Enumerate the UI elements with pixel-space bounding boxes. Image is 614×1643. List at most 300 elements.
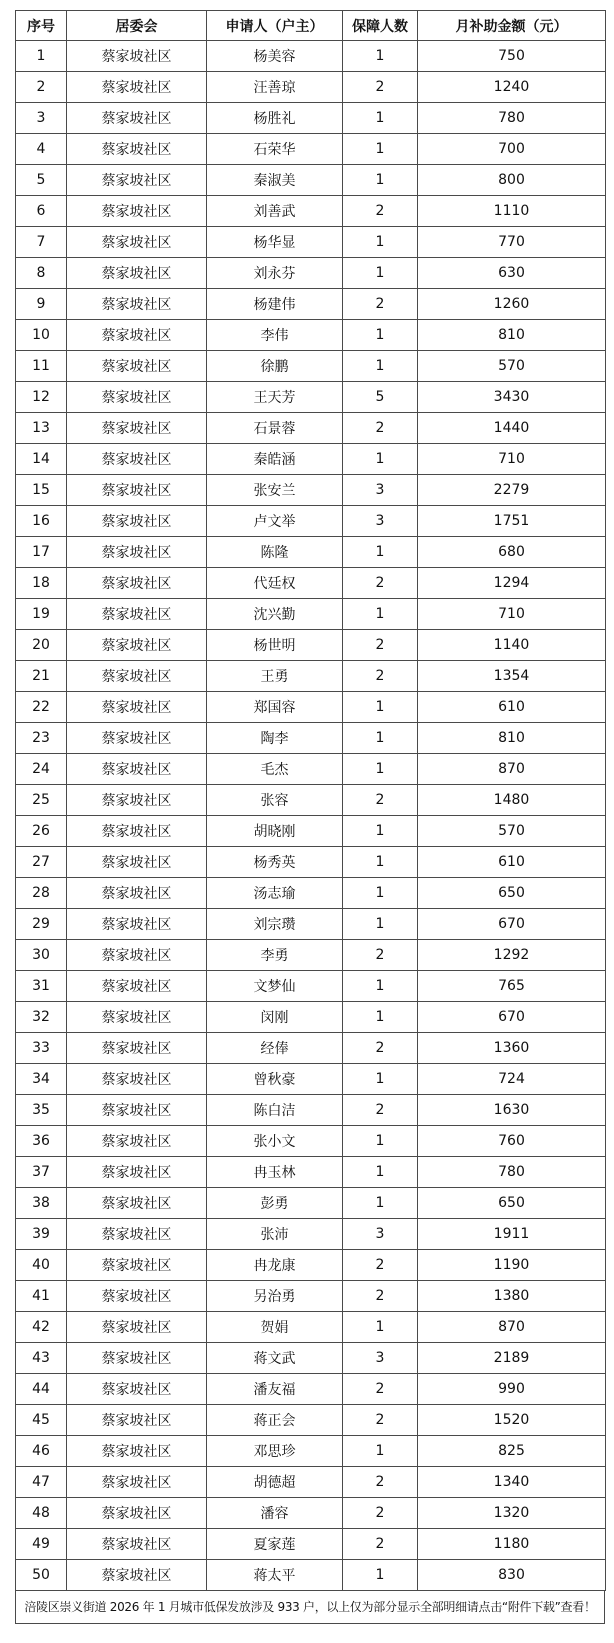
cell-committee: 蔡家坡社区 [67,1126,207,1157]
cell-applicant: 另治勇 [207,1281,343,1312]
cell-applicant: 贺娟 [207,1312,343,1343]
table-row [16,971,606,1002]
table-row [16,258,606,289]
cell-serial-number: 8 [16,258,67,289]
table-row [16,785,606,816]
cell-monthly-subsidy: 2279 [418,475,606,506]
cell-covered-persons: 2 [343,630,418,661]
cell-applicant: 陶李 [207,723,343,754]
table-row [16,661,606,692]
cell-applicant: 刘宗瓒 [207,909,343,940]
cell-monthly-subsidy: 1294 [418,568,606,599]
cell-monthly-subsidy: 825 [418,1436,606,1467]
cell-serial-number: 7 [16,227,67,258]
cell-covered-persons: 1 [343,444,418,475]
cell-committee: 蔡家坡社区 [67,1467,207,1498]
cell-applicant: 张安兰 [207,475,343,506]
table-row [16,506,606,537]
table-row [16,1436,606,1467]
cell-applicant: 蒋正会 [207,1405,343,1436]
cell-applicant: 潘容 [207,1498,343,1529]
cell-monthly-subsidy: 680 [418,537,606,568]
cell-covered-persons: 1 [343,599,418,630]
cell-serial-number: 23 [16,723,67,754]
table-row [16,72,606,103]
cell-committee: 蔡家坡社区 [67,1002,207,1033]
table-row [16,351,606,382]
cell-covered-persons: 1 [343,971,418,1002]
cell-applicant: 杨建伟 [207,289,343,320]
cell-committee: 蔡家坡社区 [67,909,207,940]
cell-monthly-subsidy: 610 [418,847,606,878]
cell-serial-number: 32 [16,1002,67,1033]
cell-monthly-subsidy: 810 [418,320,606,351]
cell-covered-persons: 2 [343,1467,418,1498]
cell-applicant: 经俸 [207,1033,343,1064]
cell-serial-number: 21 [16,661,67,692]
cell-monthly-subsidy: 1480 [418,785,606,816]
cell-committee: 蔡家坡社区 [67,1095,207,1126]
cell-committee: 蔡家坡社区 [67,41,207,72]
cell-applicant: 杨华显 [207,227,343,258]
cell-covered-persons: 2 [343,1498,418,1529]
header-monthly-subsidy: 月补助金额（元） [418,11,606,41]
table-row [16,165,606,196]
cell-serial-number: 10 [16,320,67,351]
cell-serial-number: 26 [16,816,67,847]
table-row [16,1405,606,1436]
cell-monthly-subsidy: 770 [418,227,606,258]
table-row [16,1095,606,1126]
cell-serial-number: 38 [16,1188,67,1219]
cell-covered-persons: 2 [343,1374,418,1405]
table-row [16,1250,606,1281]
cell-committee: 蔡家坡社区 [67,444,207,475]
cell-monthly-subsidy: 990 [418,1374,606,1405]
cell-serial-number: 29 [16,909,67,940]
cell-committee: 蔡家坡社区 [67,754,207,785]
cell-committee: 蔡家坡社区 [67,1374,207,1405]
cell-covered-persons: 1 [343,320,418,351]
cell-applicant: 潘友福 [207,1374,343,1405]
cell-committee: 蔡家坡社区 [67,413,207,444]
cell-covered-persons: 2 [343,413,418,444]
cell-covered-persons: 1 [343,847,418,878]
table-row [16,1157,606,1188]
cell-applicant: 代廷权 [207,568,343,599]
cell-serial-number: 28 [16,878,67,909]
table-row [16,1126,606,1157]
cell-monthly-subsidy: 710 [418,599,606,630]
cell-monthly-subsidy: 1240 [418,72,606,103]
table-row [16,103,606,134]
cell-committee: 蔡家坡社区 [67,1033,207,1064]
cell-serial-number: 41 [16,1281,67,1312]
table-row [16,413,606,444]
cell-applicant: 文梦仙 [207,971,343,1002]
cell-monthly-subsidy: 1440 [418,413,606,444]
cell-covered-persons: 3 [343,506,418,537]
table-body [16,41,606,1591]
cell-committee: 蔡家坡社区 [67,196,207,227]
cell-applicant: 杨胜礼 [207,103,343,134]
cell-covered-persons: 1 [343,723,418,754]
cell-committee: 蔡家坡社区 [67,1281,207,1312]
cell-covered-persons: 1 [343,537,418,568]
cell-covered-persons: 1 [343,351,418,382]
cell-committee: 蔡家坡社区 [67,134,207,165]
cell-applicant: 彭勇 [207,1188,343,1219]
cell-monthly-subsidy: 650 [418,878,606,909]
cell-committee: 蔡家坡社区 [67,816,207,847]
cell-committee: 蔡家坡社区 [67,1436,207,1467]
cell-committee: 蔡家坡社区 [67,599,207,630]
header-applicant: 申请人（户主） [207,11,343,41]
cell-applicant: 毛杰 [207,754,343,785]
table-row [16,630,606,661]
cell-monthly-subsidy: 810 [418,723,606,754]
table-row [16,1529,606,1560]
cell-covered-persons: 1 [343,1188,418,1219]
cell-covered-persons: 1 [343,1436,418,1467]
cell-monthly-subsidy: 1140 [418,630,606,661]
cell-serial-number: 11 [16,351,67,382]
table-row [16,382,606,413]
cell-applicant: 曾秋豪 [207,1064,343,1095]
table-row [16,196,606,227]
cell-monthly-subsidy: 670 [418,1002,606,1033]
cell-committee: 蔡家坡社区 [67,103,207,134]
cell-covered-persons: 2 [343,1250,418,1281]
cell-serial-number: 30 [16,940,67,971]
subsidy-table [15,10,606,1591]
cell-monthly-subsidy: 1320 [418,1498,606,1529]
cell-committee: 蔡家坡社区 [67,878,207,909]
cell-monthly-subsidy: 710 [418,444,606,475]
cell-applicant: 李勇 [207,940,343,971]
cell-monthly-subsidy: 724 [418,1064,606,1095]
cell-committee: 蔡家坡社区 [67,1188,207,1219]
cell-monthly-subsidy: 780 [418,1157,606,1188]
cell-committee: 蔡家坡社区 [67,1312,207,1343]
cell-committee: 蔡家坡社区 [67,661,207,692]
cell-committee: 蔡家坡社区 [67,785,207,816]
cell-committee: 蔡家坡社区 [67,630,207,661]
table-row [16,568,606,599]
cell-covered-persons: 2 [343,1033,418,1064]
cell-serial-number: 9 [16,289,67,320]
cell-serial-number: 31 [16,971,67,1002]
cell-covered-persons: 2 [343,289,418,320]
cell-covered-persons: 1 [343,1126,418,1157]
cell-monthly-subsidy: 570 [418,816,606,847]
cell-serial-number: 14 [16,444,67,475]
cell-committee: 蔡家坡社区 [67,289,207,320]
cell-covered-persons: 1 [343,1312,418,1343]
cell-serial-number: 47 [16,1467,67,1498]
cell-serial-number: 13 [16,413,67,444]
cell-applicant: 邓思珍 [207,1436,343,1467]
cell-serial-number: 2 [16,72,67,103]
cell-monthly-subsidy: 1292 [418,940,606,971]
cell-applicant: 蒋文武 [207,1343,343,1374]
cell-applicant: 陈隆 [207,537,343,568]
cell-serial-number: 44 [16,1374,67,1405]
cell-monthly-subsidy: 570 [418,351,606,382]
cell-covered-persons: 1 [343,909,418,940]
cell-applicant: 沈兴勤 [207,599,343,630]
cell-monthly-subsidy: 630 [418,258,606,289]
cell-covered-persons: 1 [343,1064,418,1095]
cell-applicant: 石荣华 [207,134,343,165]
cell-applicant: 陈白洁 [207,1095,343,1126]
table-row [16,940,606,971]
cell-monthly-subsidy: 1380 [418,1281,606,1312]
cell-covered-persons: 1 [343,692,418,723]
cell-monthly-subsidy: 2189 [418,1343,606,1374]
cell-applicant: 刘善武 [207,196,343,227]
cell-monthly-subsidy: 700 [418,134,606,165]
cell-committee: 蔡家坡社区 [67,165,207,196]
cell-applicant: 冉玉林 [207,1157,343,1188]
cell-covered-persons: 2 [343,1405,418,1436]
cell-serial-number: 45 [16,1405,67,1436]
table-row [16,289,606,320]
table-row [16,1498,606,1529]
cell-covered-persons: 1 [343,1002,418,1033]
cell-committee: 蔡家坡社区 [67,382,207,413]
cell-applicant: 汪善琼 [207,72,343,103]
document-sheet [15,10,605,1624]
cell-committee: 蔡家坡社区 [67,72,207,103]
cell-monthly-subsidy: 800 [418,165,606,196]
cell-serial-number: 42 [16,1312,67,1343]
table-row [16,41,606,72]
cell-applicant: 秦皓涵 [207,444,343,475]
table-row [16,1467,606,1498]
cell-monthly-subsidy: 1911 [418,1219,606,1250]
cell-committee: 蔡家坡社区 [67,227,207,258]
table-row [16,909,606,940]
cell-covered-persons: 1 [343,754,418,785]
cell-serial-number: 19 [16,599,67,630]
cell-serial-number: 27 [16,847,67,878]
cell-covered-persons: 1 [343,878,418,909]
table-row [16,537,606,568]
cell-covered-persons: 2 [343,661,418,692]
cell-covered-persons: 2 [343,196,418,227]
table-row [16,1374,606,1405]
cell-monthly-subsidy: 1751 [418,506,606,537]
header-covered-persons: 保障人数 [343,11,418,41]
cell-committee: 蔡家坡社区 [67,1064,207,1095]
cell-covered-persons: 2 [343,568,418,599]
cell-serial-number: 37 [16,1157,67,1188]
table-row [16,1343,606,1374]
table-row [16,227,606,258]
table-row [16,475,606,506]
cell-serial-number: 25 [16,785,67,816]
cell-applicant: 杨美容 [207,41,343,72]
cell-covered-persons: 5 [343,382,418,413]
cell-committee: 蔡家坡社区 [67,320,207,351]
table-row [16,134,606,165]
cell-committee: 蔡家坡社区 [67,692,207,723]
cell-serial-number: 3 [16,103,67,134]
table-row [16,847,606,878]
footer-note: 涪陵区崇义街道 2026 年 1 月城市低保发放涉及 933 户，以上仅为部分显示全部明细请点击“附件下载”查看！ [15,1591,605,1624]
cell-monthly-subsidy: 3430 [418,382,606,413]
cell-serial-number: 34 [16,1064,67,1095]
cell-committee: 蔡家坡社区 [67,940,207,971]
table-header-row [16,11,606,41]
cell-monthly-subsidy: 1180 [418,1529,606,1560]
cell-committee: 蔡家坡社区 [67,506,207,537]
cell-serial-number: 17 [16,537,67,568]
cell-covered-persons: 1 [343,1560,418,1591]
cell-serial-number: 24 [16,754,67,785]
cell-committee: 蔡家坡社区 [67,475,207,506]
table-row [16,692,606,723]
cell-serial-number: 39 [16,1219,67,1250]
cell-monthly-subsidy: 1360 [418,1033,606,1064]
cell-applicant: 郑国容 [207,692,343,723]
cell-applicant: 杨秀英 [207,847,343,878]
cell-applicant: 石景蓉 [207,413,343,444]
cell-serial-number: 18 [16,568,67,599]
cell-covered-persons: 1 [343,165,418,196]
table-row [16,1560,606,1591]
cell-committee: 蔡家坡社区 [67,1219,207,1250]
cell-committee: 蔡家坡社区 [67,1529,207,1560]
cell-committee: 蔡家坡社区 [67,847,207,878]
cell-covered-persons: 2 [343,1529,418,1560]
cell-committee: 蔡家坡社区 [67,568,207,599]
cell-covered-persons: 1 [343,258,418,289]
cell-covered-persons: 2 [343,940,418,971]
cell-monthly-subsidy: 870 [418,1312,606,1343]
cell-monthly-subsidy: 765 [418,971,606,1002]
cell-covered-persons: 2 [343,72,418,103]
cell-covered-persons: 1 [343,1157,418,1188]
table-row [16,1033,606,1064]
cell-serial-number: 33 [16,1033,67,1064]
cell-applicant: 杨世明 [207,630,343,661]
cell-applicant: 张沛 [207,1219,343,1250]
table-row [16,599,606,630]
cell-serial-number: 12 [16,382,67,413]
cell-committee: 蔡家坡社区 [67,971,207,1002]
cell-monthly-subsidy: 610 [418,692,606,723]
cell-serial-number: 40 [16,1250,67,1281]
cell-committee: 蔡家坡社区 [67,723,207,754]
table-row [16,1312,606,1343]
cell-covered-persons: 1 [343,816,418,847]
cell-serial-number: 4 [16,134,67,165]
cell-applicant: 徐鹏 [207,351,343,382]
cell-serial-number: 49 [16,1529,67,1560]
cell-covered-persons: 1 [343,103,418,134]
cell-covered-persons: 1 [343,41,418,72]
cell-monthly-subsidy: 1520 [418,1405,606,1436]
cell-serial-number: 50 [16,1560,67,1591]
cell-applicant: 汤志瑜 [207,878,343,909]
cell-covered-persons: 3 [343,1219,418,1250]
cell-committee: 蔡家坡社区 [67,1250,207,1281]
cell-covered-persons: 1 [343,227,418,258]
cell-monthly-subsidy: 1340 [418,1467,606,1498]
table-row [16,1002,606,1033]
cell-monthly-subsidy: 1110 [418,196,606,227]
cell-monthly-subsidy: 1190 [418,1250,606,1281]
cell-applicant: 卢文举 [207,506,343,537]
cell-covered-persons: 2 [343,785,418,816]
cell-serial-number: 16 [16,506,67,537]
cell-serial-number: 1 [16,41,67,72]
cell-covered-persons: 2 [343,1281,418,1312]
cell-serial-number: 6 [16,196,67,227]
cell-applicant: 冉龙康 [207,1250,343,1281]
table-row [16,723,606,754]
cell-serial-number: 43 [16,1343,67,1374]
cell-monthly-subsidy: 780 [418,103,606,134]
cell-monthly-subsidy: 750 [418,41,606,72]
cell-committee: 蔡家坡社区 [67,351,207,382]
cell-covered-persons: 3 [343,475,418,506]
cell-serial-number: 5 [16,165,67,196]
cell-serial-number: 22 [16,692,67,723]
table-row [16,754,606,785]
table-row [16,444,606,475]
table-row [16,1219,606,1250]
cell-serial-number: 46 [16,1436,67,1467]
cell-applicant: 闵刚 [207,1002,343,1033]
cell-committee: 蔡家坡社区 [67,1343,207,1374]
cell-applicant: 胡德超 [207,1467,343,1498]
cell-serial-number: 15 [16,475,67,506]
cell-covered-persons: 3 [343,1343,418,1374]
cell-applicant: 夏家莲 [207,1529,343,1560]
cell-applicant: 秦淑美 [207,165,343,196]
cell-applicant: 王天芳 [207,382,343,413]
table-row [16,878,606,909]
cell-monthly-subsidy: 870 [418,754,606,785]
cell-applicant: 张容 [207,785,343,816]
cell-serial-number: 35 [16,1095,67,1126]
cell-committee: 蔡家坡社区 [67,1498,207,1529]
table-row [16,1281,606,1312]
table-row [16,1188,606,1219]
cell-monthly-subsidy: 830 [418,1560,606,1591]
cell-monthly-subsidy: 1630 [418,1095,606,1126]
cell-serial-number: 20 [16,630,67,661]
cell-monthly-subsidy: 760 [418,1126,606,1157]
cell-monthly-subsidy: 1354 [418,661,606,692]
cell-applicant: 蒋太平 [207,1560,343,1591]
cell-applicant: 王勇 [207,661,343,692]
header-serial-number: 序号 [16,11,67,41]
table-row [16,320,606,351]
cell-monthly-subsidy: 1260 [418,289,606,320]
cell-serial-number: 36 [16,1126,67,1157]
table-row [16,1064,606,1095]
cell-applicant: 刘永芬 [207,258,343,289]
cell-covered-persons: 2 [343,1095,418,1126]
table-row [16,816,606,847]
cell-applicant: 李伟 [207,320,343,351]
cell-monthly-subsidy: 670 [418,909,606,940]
cell-applicant: 胡晓刚 [207,816,343,847]
